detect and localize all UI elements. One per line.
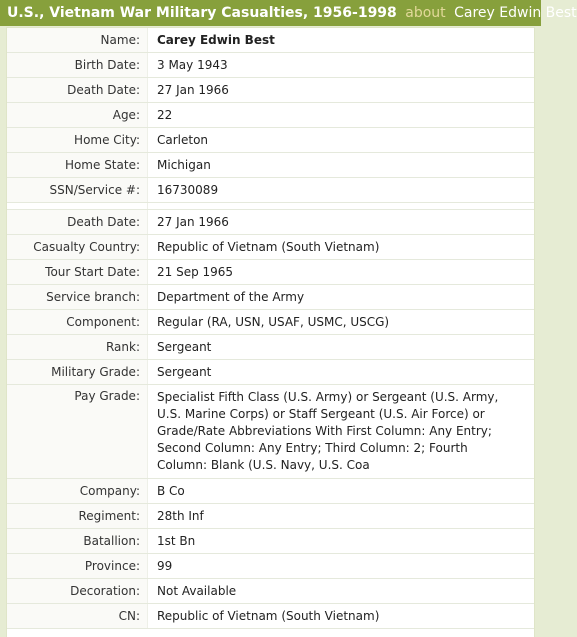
field-label: Service branch: bbox=[7, 285, 148, 310]
field-value: 22 bbox=[148, 103, 535, 128]
field-label: Tour Start Date: bbox=[7, 260, 148, 285]
field-value: 28th Inf bbox=[148, 504, 535, 529]
table-row bbox=[7, 103, 534, 128]
field-label: Casualty Country: bbox=[7, 235, 148, 260]
field-value: Carleton bbox=[148, 128, 535, 153]
field-value: Republic of Vietnam (South Vietnam) bbox=[148, 604, 535, 629]
field-label: Death Date: bbox=[7, 78, 148, 103]
table-row bbox=[7, 178, 534, 203]
field-label: Age: bbox=[7, 103, 148, 128]
table-row bbox=[7, 479, 534, 504]
field-value: 16730089 bbox=[148, 178, 535, 203]
table-row bbox=[7, 504, 534, 529]
table-row bbox=[7, 335, 534, 360]
field-value: Not Available bbox=[148, 579, 535, 604]
field-value: B Co bbox=[148, 479, 535, 504]
field-label: Component: bbox=[7, 310, 148, 335]
field-value: Sergeant bbox=[148, 335, 535, 360]
field-value: Regular (RA, USN, USAF, USMC, USCG) bbox=[148, 310, 535, 335]
field-label: Name: bbox=[7, 28, 148, 53]
field-label: Batallion: bbox=[7, 529, 148, 554]
field-value: 27 Jan 1966 bbox=[148, 210, 535, 235]
field-label: Death Date: bbox=[7, 210, 148, 235]
person-name-heading: Carey Edwin Best bbox=[454, 5, 577, 21]
table-row bbox=[7, 53, 534, 78]
field-value: Republic of Vietnam (South Vietnam) bbox=[148, 235, 535, 260]
field-label: Province: bbox=[7, 554, 148, 579]
table-row bbox=[7, 78, 534, 103]
field-value: 27 Jan 1966 bbox=[148, 78, 535, 103]
table-row bbox=[7, 210, 534, 235]
table-row bbox=[7, 128, 534, 153]
field-value-name: Carey Edwin Best bbox=[148, 28, 535, 53]
field-label: Pay Grade: bbox=[7, 385, 148, 479]
table-row bbox=[7, 385, 534, 479]
collection-title-link[interactable]: U.S., Vietnam War Military Casualties, 1956-1998 bbox=[7, 5, 397, 21]
table-row bbox=[7, 360, 534, 385]
section-divider bbox=[7, 203, 534, 210]
field-label: Decoration: bbox=[7, 579, 148, 604]
field-label: Birth Date: bbox=[7, 53, 148, 78]
field-label: Rank: bbox=[7, 335, 148, 360]
field-label: CN: bbox=[7, 604, 148, 629]
record-header bbox=[0, 0, 577, 26]
table-row bbox=[7, 604, 534, 629]
table-row bbox=[7, 28, 534, 53]
divider-cell bbox=[7, 203, 148, 210]
field-value: Michigan bbox=[148, 153, 535, 178]
field-value: Sergeant bbox=[148, 360, 535, 385]
table-row bbox=[7, 579, 534, 604]
field-value-pay-grade: Specialist Fifth Class (U.S. Army) or Sergeant (U.S. Army, U.S. Marine Corps) or Staff Sergeant (U.S. Air Force) or Grade/Rate Abbreviations With First Column: Any Entry; Second Column: Any Entry; Third Column: 2; Fourth Column: Blank (U.S. Navy, U.S. Coa bbox=[148, 385, 535, 479]
divider-cell bbox=[148, 203, 535, 210]
field-label: Company: bbox=[7, 479, 148, 504]
table-row bbox=[7, 260, 534, 285]
field-label: Military Grade: bbox=[7, 360, 148, 385]
field-value: 1st Bn bbox=[148, 529, 535, 554]
about-text: about bbox=[405, 5, 446, 21]
record-table bbox=[7, 28, 534, 629]
table-row bbox=[7, 554, 534, 579]
table-row bbox=[7, 153, 534, 178]
field-label: Home State: bbox=[7, 153, 148, 178]
field-label: Home City: bbox=[7, 128, 148, 153]
field-value: 99 bbox=[148, 554, 535, 579]
field-value: Department of the Army bbox=[148, 285, 535, 310]
table-row bbox=[7, 285, 534, 310]
field-label: SSN/Service #: bbox=[7, 178, 148, 203]
field-value: 3 May 1943 bbox=[148, 53, 535, 78]
table-row bbox=[7, 235, 534, 260]
table-row bbox=[7, 529, 534, 554]
table-row bbox=[7, 310, 534, 335]
record-details bbox=[6, 27, 535, 637]
field-value: 21 Sep 1965 bbox=[148, 260, 535, 285]
field-label: Regiment: bbox=[7, 504, 148, 529]
